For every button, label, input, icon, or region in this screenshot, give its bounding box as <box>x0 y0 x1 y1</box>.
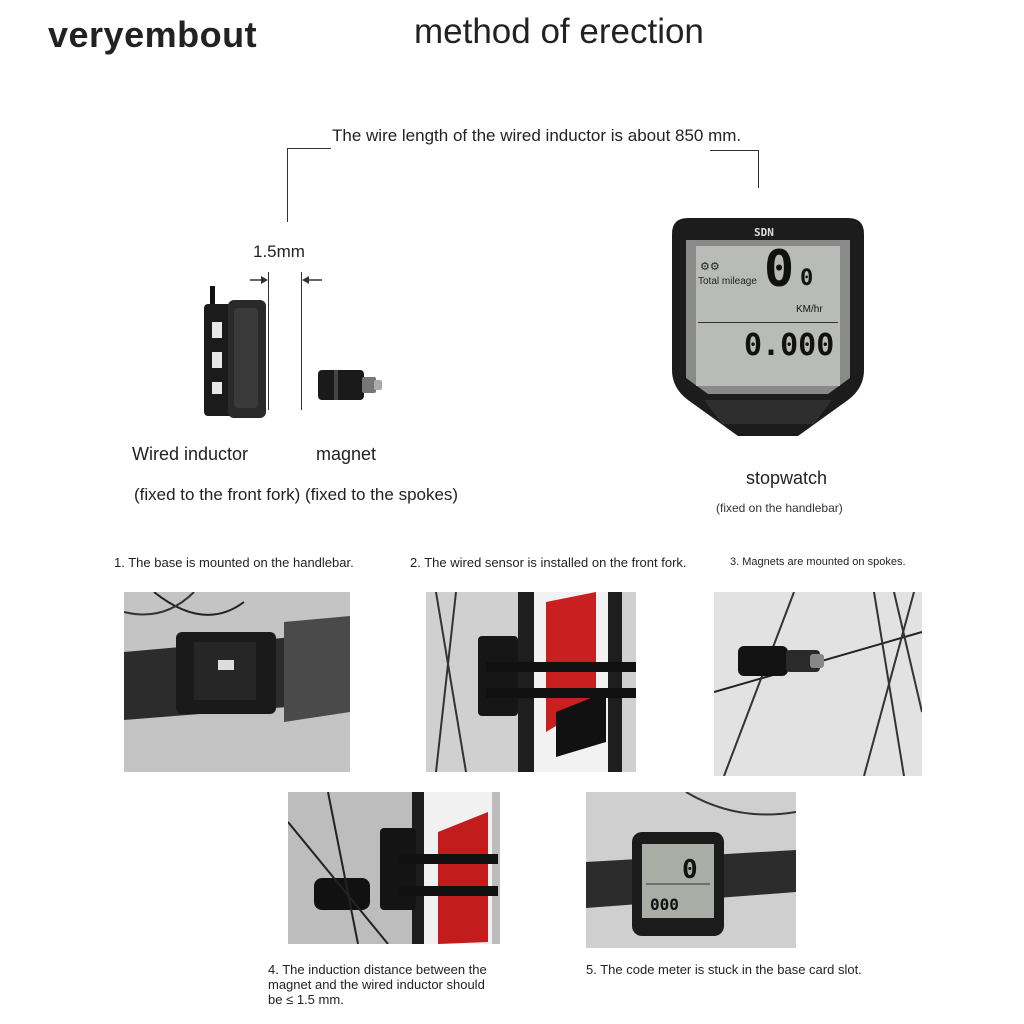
gap-label: 1.5mm <box>253 242 305 261</box>
meter-speed: 0 <box>764 240 795 298</box>
step-2-photo <box>426 592 636 772</box>
step-5-caption: 5. The code meter is stuck in the base card slot. <box>586 962 862 977</box>
leader-line-vertical <box>287 148 288 222</box>
step-3-photo <box>714 592 922 776</box>
magnet-image <box>318 366 384 404</box>
meter-divider <box>698 322 838 323</box>
step-4-photo <box>288 792 500 944</box>
leader-line-horizontal <box>287 148 331 149</box>
stopwatch-note: (fixed on the handlebar) <box>716 501 843 515</box>
stopwatch-label: stopwatch <box>746 468 828 488</box>
gap-marker-right <box>301 272 302 410</box>
wired-inductor-image <box>198 282 272 422</box>
meter-brand: SDN <box>754 226 774 239</box>
svg-text:0: 0 <box>682 855 698 885</box>
wire-line-right <box>710 150 758 151</box>
bike-icon: ⚙⚙ <box>700 261 720 273</box>
step-1-photo <box>124 592 350 772</box>
magnet-label: magnet <box>316 444 377 464</box>
wire-length-note: The wire length of the wired inductor is about 850 mm. <box>332 126 742 145</box>
step-3-caption: 3. Magnets are mounted on spokes. <box>730 556 906 568</box>
step-4-caption: 4. The induction distance between the magnet and the wired inductor should be ≤ 1.5 mm. <box>268 962 487 1007</box>
meter-unit: KM/hr <box>796 304 823 315</box>
step-1-caption: 1. The base is mounted on the handlebar. <box>114 555 354 570</box>
brand-logo: veryembout <box>48 14 258 55</box>
step-2-caption: 2. The wired sensor is installed on the front fork. <box>410 555 687 570</box>
step-5-photo <box>586 792 796 948</box>
stopwatch-device <box>668 210 868 442</box>
meter-distance: 0.000 <box>744 328 835 363</box>
wire-line-down <box>758 150 759 188</box>
meter-mode-label: Total mileage <box>698 276 757 287</box>
page-title: method of erection <box>414 12 704 51</box>
meter-speed-small: 0 <box>800 266 814 291</box>
svg-text:000: 000 <box>650 895 679 914</box>
inductor-label: Wired inductor <box>132 444 249 464</box>
fixing-note: (fixed to the front fork) (fixed to the spokes) <box>134 485 459 504</box>
